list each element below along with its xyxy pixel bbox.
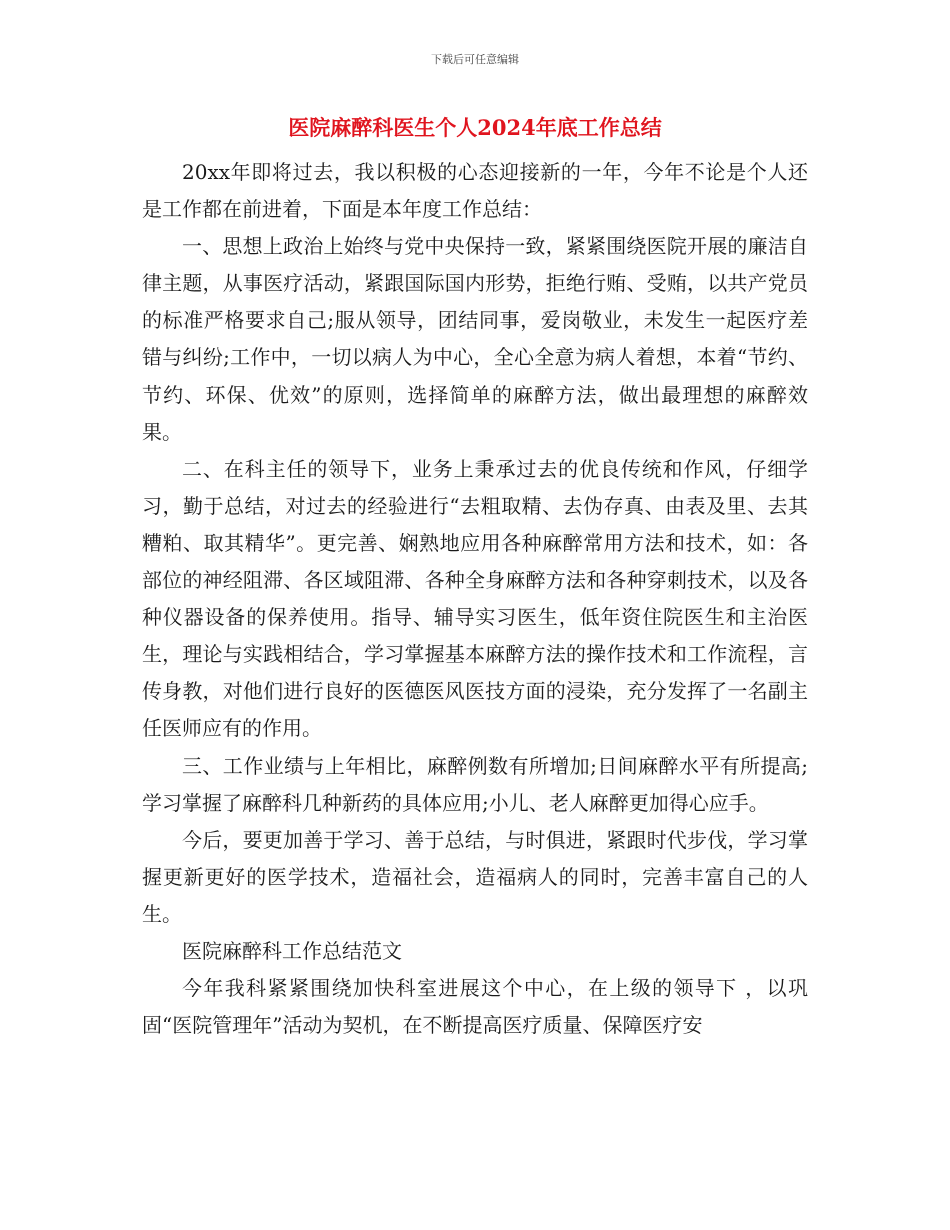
paragraph-outlook: 今后，要更加善于学习、善于总结，与时俱进，紧跟时代步伐，学习掌握更新更好的医学技术，造福社会，造福病人的同时，完善丰富自己的人生。 — [142, 827, 808, 926]
paragraph-section-1: 一、思想上政治上始终与党中央保持一致，紧紧围绕医院开展的廉洁自律主题，从事医疗活动，紧跟国际国内形势，拒绝行贿、受贿，以共产党员的标准严格要求自己;服从领导，团结同事，爱岗敬业，未发生一起医疗差错与纠纷;工作中，一切以病人为中心，全心全意为病人着想，本着“节约、节约、环保、优效”的原则，选择简单的麻醉方法，做出最理想的麻醉效果。 — [142, 234, 808, 444]
paragraph-section-2: 二、在科主任的领导下，业务上秉承过去的优良传统和作风，仔细学习，勤于总结，对过去的经验进行“去粗取精、去伪存真、由表及里、去其糟粕、取其精华”。更完善、娴熟地应用各种麻醉常用方法和技术，如：各部位的神经阻滞、各区域阻滞、各种全身麻醉方法和各种穿刺技术，以及各种仪器设备的保养使用。指导、辅导实习医生，低年资住院医生和主治医生，理论与实践相结合，学习掌握基本麻醉方法的操作技术和工作流程，言传身教，对他们进行良好的医德医风医技方面的浸染，充分发挥了一名副主任医师应有的作用。 — [142, 456, 808, 741]
document-title: 医院麻醉科医生个人2024年底工作总结 — [288, 115, 662, 140]
page-header-note: 下载后可任意编辑 — [431, 53, 519, 66]
paragraph-section-3: 三、工作业绩与上年相比，麻醉例数有所增加;日间麻醉水平有所提高;学习掌握了麻醉科几种新药的具体应用;小儿、老人麻醉更加得心应手。 — [142, 753, 808, 815]
paragraph-intro: 20xx年即将过去，我以积极的心态迎接新的一年，今年不论是个人还是工作都在前进着，下面是本年度工作总结： — [142, 160, 808, 222]
paragraph-subheading: 医院麻醉科工作总结范文 — [182, 938, 402, 963]
paragraph-sample-start: 今年我科紧紧围绕加快科室进展这个中心，在上级的领导下 ，以巩固“医院管理年”活动为契机，在不断提高医疗质量、保障医疗安 — [142, 976, 808, 1038]
document-body — [142, 154, 808, 1044]
